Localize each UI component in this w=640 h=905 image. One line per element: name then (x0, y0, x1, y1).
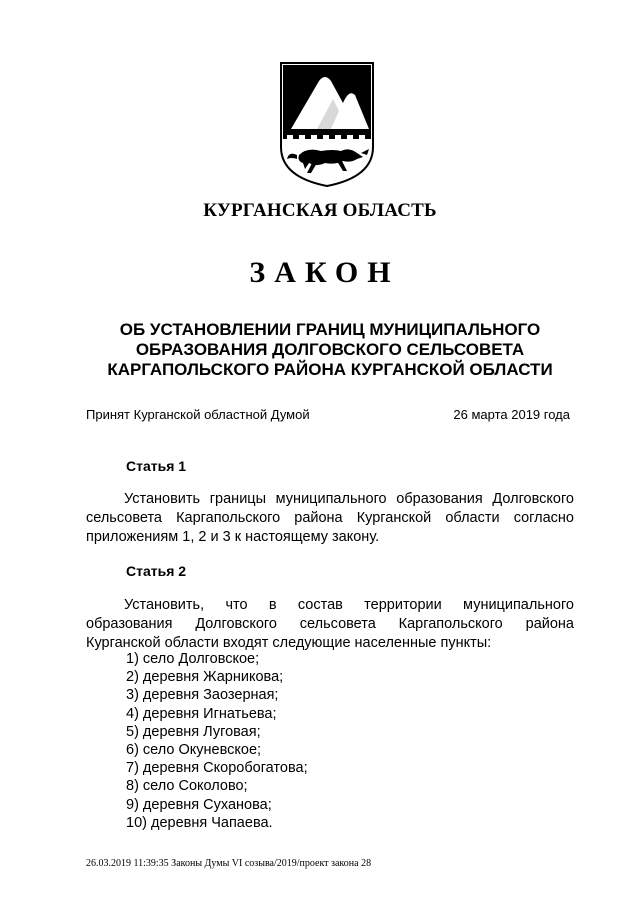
document-type-title: ЗАКОН (249, 256, 400, 289)
list-item: 8) село Соколово; (126, 778, 248, 795)
footer-stamp: 26.03.2019 11:39:35 Законы Думы VI созыва/2019/проект закона 28 (86, 858, 372, 869)
law-title-line: ОБРАЗОВАНИЯ ДОЛГОВСКОГО СЕЛЬСОВЕТА (135, 340, 525, 359)
region-title: КУРГАНСКАЯ ОБЛАСТЬ (203, 200, 437, 221)
law-title-line: ОБ УСТАНОВЛЕНИИ ГРАНИЦ МУНИЦИПАЛЬНОГО (119, 320, 541, 339)
list-item: 1) село Долговское; (126, 651, 260, 667)
list-item: 2) деревня Жарникова; (126, 669, 284, 686)
list-item: 10) деревня Чапаева. (126, 814, 273, 831)
law-title (60, 320, 600, 380)
article-1-text (86, 490, 574, 547)
article-2-text (86, 596, 574, 653)
adoption-date: 26 марта 2019 года (453, 407, 570, 422)
article-1-line: Установить границы муниципального образования Долговского (124, 491, 574, 507)
settlement-list (126, 650, 308, 832)
article-2-heading: Статья 2 (126, 563, 187, 579)
list-item: 5) деревня Луговая; (126, 723, 261, 740)
list-item: 3) деревня Заозерная; (126, 687, 279, 704)
list-item: 6) село Окуневское; (126, 742, 262, 759)
law-title-line: КАРГАПОЛЬСКОГО РАЙОНА КУРГАНСКОЙ ОБЛАСТИ (107, 360, 553, 379)
list-item: 7) деревня Скоробогатова; (126, 760, 308, 777)
article-1-line: приложениям 1, 2 и 3 к настоящему закону. (86, 529, 380, 545)
article-2-line: Курганской области входят следующие населенные пункты: (86, 635, 492, 651)
article-1-line: сельсовета Каргапольского района Курганской области согласно (86, 510, 574, 526)
list-item: 9) деревня Суханова; (126, 796, 272, 813)
article-2-line: Установить, что в состав территории муниципального (124, 597, 574, 613)
coat-of-arms-icon (277, 59, 377, 189)
adopted-by: Принят Курганской областной Думой (86, 407, 310, 422)
article-2-line: образования Долговского сельсовета Каргапольского района (86, 616, 574, 632)
list-item: 4) деревня Игнатьева; (126, 705, 277, 722)
article-1-heading: Статья 1 (126, 458, 187, 474)
